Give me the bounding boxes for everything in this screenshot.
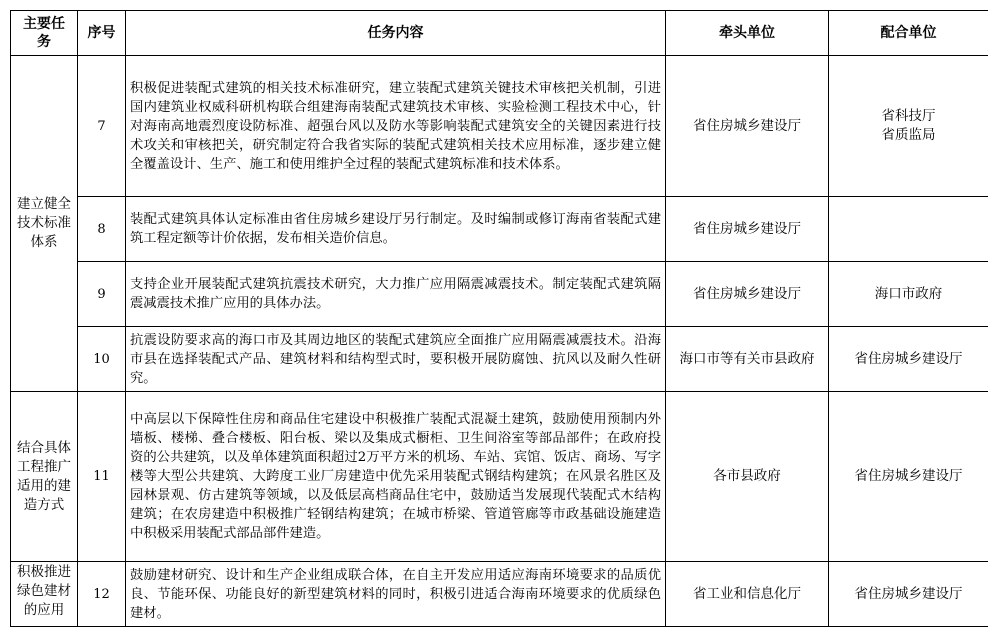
row-content: 装配式建筑具体认定标准由省住房城乡建设厅另行制定。及时编制或修订海南省装配式建筑工程定额等计价依据，发布相关造价信息。 [126, 197, 666, 262]
row-lead: 省工业和信息化厅 [666, 562, 829, 627]
row-lead: 各市县政府 [666, 392, 829, 562]
row-lead: 海口市等有关市县政府 [666, 327, 829, 392]
category-standards: 建立健全技术标准体系 [11, 56, 78, 392]
row-seq: 9 [78, 262, 126, 327]
row-coop: 海口市政府 [829, 262, 989, 327]
table-row [11, 392, 989, 562]
policy-table-container [10, 10, 988, 638]
table-row [11, 197, 989, 262]
header-task: 主要任务 [11, 11, 78, 56]
row-lead: 省住房城乡建设厅 [666, 56, 829, 197]
row-content: 抗震设防要求高的海口市及其周边地区的装配式建筑应全面推广应用隔震减震技术。沿海市县在选择装配式产品、建筑材料和结构型式时，要积极开展防腐蚀、抗风以及耐久性研究。 [126, 327, 666, 392]
table-row [11, 262, 989, 327]
row-content: 中高层以下保障性住房和商品住宅建设中积极推广装配式混凝土建筑，鼓励使用预制内外墙板、楼梯、叠合楼板、阳台板、梁以及集成式橱柜、卫生间浴室等部品部件；在政府投资的公共建筑，以及单体建筑面积超过2万平方米的机场、车站、宾馆、饭店、商场、写字楼等大型公共建筑、大跨度工业厂房建造中优先采用装配式钢结构建筑；在风景名胜区及园林景观、仿古建筑等领域，以及低层高档商品住宅中，鼓励适当发展现代装配式木结构建筑；在农房建造中积极推广轻钢结构建筑；在城市桥梁、管道管廊等市政基础设施建造中积极采用装配式部品部件建造。 [126, 392, 666, 562]
table-row [11, 562, 989, 627]
category-green-materials [11, 562, 78, 627]
row-coop [829, 56, 989, 197]
row-content: 支持企业开展装配式建筑抗震技术研究，大力推广应用隔震减震技术。制定装配式建筑隔震减震技术推广应用的具体办法。 [126, 262, 666, 327]
category-green-materials-text: 积极推进绿色建材的应用 [17, 564, 71, 618]
table-row [11, 56, 989, 197]
table-row [11, 327, 989, 392]
row-lead: 省住房城乡建设厅 [666, 197, 829, 262]
header-lead: 牵头单位 [666, 11, 829, 56]
coop-unit: 省质监局 [881, 127, 936, 143]
row-seq: 7 [78, 56, 126, 197]
header-row [11, 11, 989, 56]
row-content: 积极促进装配式建筑的相关技术标准研究，建立装配式建筑关键技术审核把关机制，引进国内建筑业权威科研机构联合组建海南装配式建筑技术审核、实验检测工程技术中心，针对海南高地震烈度设防标准、超强台风以及防水等影响装配式建筑安全的关键因素进行技术攻关和审核把关，研究制定符合我省实际的装配式建筑相关技术应用标准，逐步建立健全覆盖设计、生产、施工和使用维护全过程的装配式建筑标准和技术体系。 [126, 56, 666, 197]
task-table [10, 10, 988, 627]
coop-unit: 省科技厅 [881, 108, 936, 124]
category-construction: 结合具体工程推广适用的建造方式 [11, 392, 78, 562]
row-lead: 省住房城乡建设厅 [666, 262, 829, 327]
row-coop: 省住房城乡建设厅 [829, 562, 989, 627]
header-seq: 序号 [78, 11, 126, 56]
row-seq: 8 [78, 197, 126, 262]
row-content: 鼓励建材研究、设计和生产企业组成联合体，在自主开发应用适应海南环境要求的品质优良、节能环保、功能良好的新型建筑材料的同时，积极引进适合海南环境要求的优质绿色建材。 [126, 562, 666, 627]
header-coop: 配合单位 [829, 11, 989, 56]
row-coop: 省住房城乡建设厅 [829, 392, 989, 562]
row-coop: 省住房城乡建设厅 [829, 327, 989, 392]
header-content: 任务内容 [126, 11, 666, 56]
row-coop [829, 197, 989, 262]
row-seq: 10 [78, 327, 126, 392]
row-seq: 11 [78, 392, 126, 562]
row-seq: 12 [78, 562, 126, 627]
